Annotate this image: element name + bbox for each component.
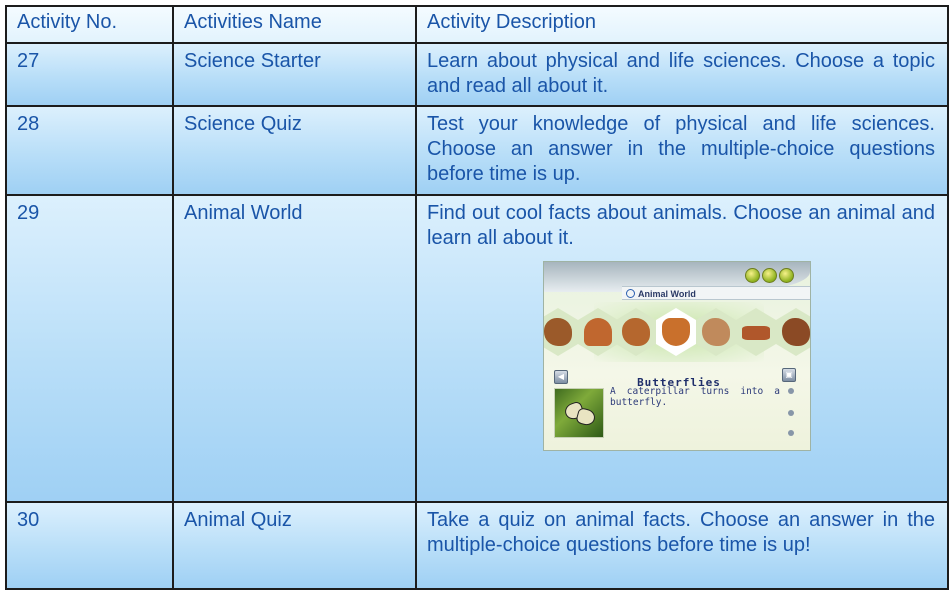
magnifier-icon: [626, 289, 635, 298]
table-row: [6, 195, 948, 502]
previous-arrow-icon: ◀: [554, 370, 568, 384]
table-row: [6, 106, 948, 195]
scroll-dot-icon: [788, 410, 794, 416]
window-button-icon: [762, 268, 777, 283]
activity-name: Science Starter: [173, 43, 416, 106]
activity-description: Learn about physical and life sciences. Choose a topic and read all about it.: [416, 43, 948, 106]
header-activity-no: Activity No.: [6, 6, 173, 43]
window-buttons: [745, 268, 794, 283]
activity-number: 30: [6, 502, 173, 589]
window-button-icon: [745, 268, 760, 283]
exit-icon: ▣: [782, 368, 796, 382]
activity-description: Take a quiz on animal facts. Choose an answer in the multiple-choice questions before time is up!: [416, 502, 948, 589]
screen-title: Animal World: [638, 289, 696, 299]
penguin-icon: [776, 308, 811, 356]
table-row: [6, 502, 948, 589]
activity-name: Animal Quiz: [173, 502, 416, 589]
scroll-up-icon: [788, 388, 794, 394]
activity-description: Find out cool facts about animals. Choose an animal and learn all about it.: [427, 202, 935, 249]
activity-name: Science Quiz: [173, 106, 416, 195]
activity-number: 27: [6, 43, 173, 106]
window-button-icon: [779, 268, 794, 283]
activity-number: 29: [6, 195, 173, 502]
animal-world-screenshot: [543, 261, 811, 451]
header-activity-description: Activity Description: [416, 6, 948, 43]
activities-table: [5, 5, 949, 590]
table-header-row: [6, 6, 948, 43]
header-activities-name: Activities Name: [173, 6, 416, 43]
activity-description-cell: [416, 195, 948, 502]
table-row: [6, 43, 948, 106]
screen-caption: A caterpillar turns into a butterfly.: [610, 386, 780, 408]
monkey-icon: [543, 308, 578, 356]
activity-name: Animal World: [173, 195, 416, 502]
butterfly-photo: [554, 388, 604, 438]
activity-description: Test your knowledge of physical and life sciences. Choose an answer in the multiple-choice questions before time is up.: [416, 106, 948, 195]
screen-title-bar: [622, 286, 810, 300]
scroll-down-icon: [788, 430, 794, 436]
screen-heading: Butterflies: [637, 376, 721, 389]
activity-number: 28: [6, 106, 173, 195]
